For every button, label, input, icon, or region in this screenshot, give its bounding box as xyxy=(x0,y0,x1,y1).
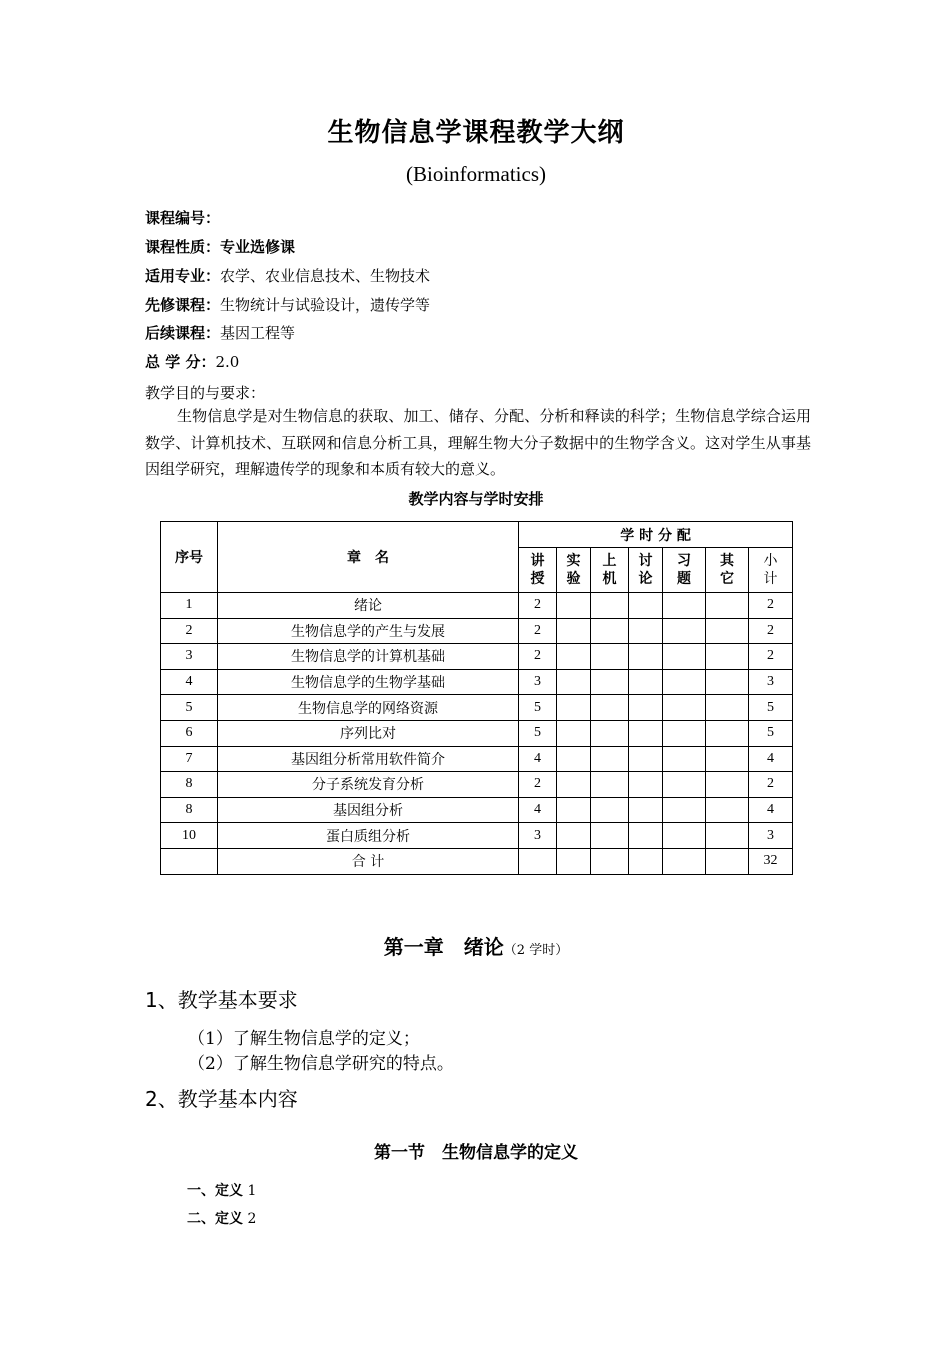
followup-line xyxy=(145,323,295,343)
requirement-item: （2）了解生物信息学研究的特点。 xyxy=(188,1054,454,1074)
row-exercise xyxy=(663,695,706,721)
definition-number: 2 xyxy=(247,1211,257,1227)
row-subtotal: 3 xyxy=(749,669,793,695)
row-exercise xyxy=(663,669,706,695)
majors-label: 适用专业： xyxy=(145,267,221,285)
row-subtotal: 3 xyxy=(749,823,793,849)
row-other xyxy=(706,720,749,746)
row-lab xyxy=(557,746,591,772)
row-lab xyxy=(557,593,591,619)
chapter-title-text: 第一章 绪论 xyxy=(383,935,504,959)
row-chapter-name: 基因组分析 xyxy=(218,797,519,823)
document-subtitle: (Bioinformatics) xyxy=(406,162,546,186)
credits-value: 2.0 xyxy=(215,353,240,371)
row-lab xyxy=(557,669,591,695)
row-chapter-name: 序列比对 xyxy=(218,720,519,746)
prerequisite-label: 先修课程： xyxy=(145,296,221,314)
row-computer xyxy=(591,695,629,721)
total-label: 合 计 xyxy=(218,848,519,874)
row-exercise xyxy=(663,746,706,772)
header-discussion: 讨 论 xyxy=(629,548,663,593)
row-discussion xyxy=(629,644,663,670)
table-row xyxy=(161,644,793,670)
row-other xyxy=(706,823,749,849)
total-empty xyxy=(519,848,557,874)
row-exercise xyxy=(663,797,706,823)
table-row xyxy=(161,593,793,619)
row-discussion xyxy=(629,746,663,772)
total-empty xyxy=(663,848,706,874)
row-lecture: 5 xyxy=(519,720,557,746)
row-no: 5 xyxy=(161,695,218,721)
row-lab xyxy=(557,720,591,746)
schedule-table-body xyxy=(161,593,793,875)
table-row xyxy=(161,772,793,798)
row-other xyxy=(706,797,749,823)
row-lab xyxy=(557,772,591,798)
purpose-paragraph: 生物信息学是对生物信息的获取、加工、储存、分配、分析和释读的科学；生物信息学综合运用数学、计算机技术、互联网和信息分析工具，理解生物大分子数据中的生物学含义。这对学生从事基因组学研究，理解遗传学的现象和本质有较大的意义。 xyxy=(145,407,811,478)
row-subtotal: 2 xyxy=(749,593,793,619)
row-lecture: 4 xyxy=(519,797,557,823)
row-chapter-name: 生物信息学的计算机基础 xyxy=(218,644,519,670)
header-lecture: 讲 授 xyxy=(519,548,557,593)
table-row xyxy=(161,669,793,695)
row-computer xyxy=(591,772,629,798)
total-no xyxy=(161,848,218,874)
header-subtotal: 小 计 xyxy=(749,548,793,593)
row-no: 8 xyxy=(161,797,218,823)
row-discussion xyxy=(629,618,663,644)
table-row xyxy=(161,695,793,721)
table-row xyxy=(161,720,793,746)
row-lecture: 2 xyxy=(519,644,557,670)
row-subtotal: 4 xyxy=(749,797,793,823)
total-empty xyxy=(706,848,749,874)
row-no: 6 xyxy=(161,720,218,746)
table-title: 教学内容与学时安排 xyxy=(408,490,544,508)
row-discussion xyxy=(629,772,663,798)
header-other: 其 它 xyxy=(706,548,749,593)
row-chapter-name: 生物信息学的产生与发展 xyxy=(218,618,519,644)
section-title: 第一节 生物信息学的定义 xyxy=(374,1143,578,1163)
definition-item xyxy=(187,1208,256,1228)
header-lab: 实 验 xyxy=(557,548,591,593)
row-chapter-name: 生物信息学的生物学基础 xyxy=(218,669,519,695)
row-no: 3 xyxy=(161,644,218,670)
followup-value: 基因工程等 xyxy=(220,324,296,342)
row-computer xyxy=(591,746,629,772)
header-hour-allocation: 学 时 分 配 xyxy=(519,522,793,548)
course-code-line xyxy=(145,208,220,228)
row-lecture: 4 xyxy=(519,746,557,772)
header-chapter-name: 章 名 xyxy=(218,522,519,593)
definition-label: 二、定义 xyxy=(187,1211,243,1227)
row-lab xyxy=(557,618,591,644)
row-other xyxy=(706,772,749,798)
table-row xyxy=(161,823,793,849)
row-discussion xyxy=(629,695,663,721)
row-lab xyxy=(557,823,591,849)
row-computer xyxy=(591,669,629,695)
row-lab xyxy=(557,797,591,823)
total-empty xyxy=(591,848,629,874)
course-nature-value: 专业选修课 xyxy=(220,238,296,256)
row-lecture: 3 xyxy=(519,669,557,695)
total-value: 32 xyxy=(749,848,793,874)
row-no: 1 xyxy=(161,593,218,619)
row-subtotal: 2 xyxy=(749,772,793,798)
row-computer xyxy=(591,823,629,849)
row-lecture: 2 xyxy=(519,618,557,644)
row-lab xyxy=(557,644,591,670)
table-row xyxy=(161,797,793,823)
row-exercise xyxy=(663,593,706,619)
row-other xyxy=(706,618,749,644)
row-no: 2 xyxy=(161,618,218,644)
row-other xyxy=(706,669,749,695)
definition-number: 1 xyxy=(247,1183,257,1199)
row-discussion xyxy=(629,823,663,849)
row-chapter-name: 蛋白质组分析 xyxy=(218,823,519,849)
course-nature-label: 课程性质： xyxy=(145,238,221,256)
row-chapter-name: 基因组分析常用软件简介 xyxy=(218,746,519,772)
row-discussion xyxy=(629,669,663,695)
row-computer xyxy=(591,593,629,619)
row-discussion xyxy=(629,797,663,823)
row-no: 4 xyxy=(161,669,218,695)
credits-line xyxy=(145,352,239,372)
row-other xyxy=(706,593,749,619)
definition-label: 一、定义 xyxy=(187,1183,243,1199)
row-exercise xyxy=(663,823,706,849)
row-no: 8 xyxy=(161,772,218,798)
total-empty xyxy=(557,848,591,874)
requirement-item: （1）了解生物信息学的定义； xyxy=(188,1029,420,1049)
row-computer xyxy=(591,644,629,670)
row-lecture: 5 xyxy=(519,695,557,721)
row-chapter-name: 分子系统发育分析 xyxy=(218,772,519,798)
row-lab xyxy=(557,695,591,721)
row-discussion xyxy=(629,720,663,746)
row-subtotal: 5 xyxy=(749,695,793,721)
followup-label: 后续课程： xyxy=(145,324,221,342)
row-no: 7 xyxy=(161,746,218,772)
row-computer xyxy=(591,720,629,746)
course-code-label: 课程编号： xyxy=(145,209,221,227)
row-subtotal: 2 xyxy=(749,644,793,670)
row-exercise xyxy=(663,720,706,746)
row-subtotal: 2 xyxy=(749,618,793,644)
table-row xyxy=(161,618,793,644)
row-exercise xyxy=(663,618,706,644)
row-discussion xyxy=(629,593,663,619)
row-computer xyxy=(591,797,629,823)
row-other xyxy=(706,746,749,772)
credits-label: 总 学 分： xyxy=(145,353,216,371)
row-lecture: 3 xyxy=(519,823,557,849)
row-exercise xyxy=(663,772,706,798)
purpose-label: 教学目的与要求： xyxy=(145,384,266,402)
row-chapter-name: 生物信息学的网络资源 xyxy=(218,695,519,721)
row-subtotal: 4 xyxy=(749,746,793,772)
requirements-heading: 1、教学基本要求 xyxy=(145,988,298,1012)
schedule-table xyxy=(160,521,793,875)
chapter-title xyxy=(0,931,952,960)
table-row xyxy=(161,746,793,772)
row-lecture: 2 xyxy=(519,593,557,619)
chapter-hours: （2 学时） xyxy=(503,943,569,958)
definition-item xyxy=(187,1180,256,1200)
header-no: 序号 xyxy=(161,522,218,593)
row-chapter-name: 绪论 xyxy=(218,593,519,619)
header-computer: 上 机 xyxy=(591,548,629,593)
majors-line xyxy=(145,266,430,286)
row-no: 10 xyxy=(161,823,218,849)
prerequisite-line xyxy=(145,295,430,315)
header-exercise: 习 题 xyxy=(663,548,706,593)
majors-value: 农学、农业信息技术、生物技术 xyxy=(220,267,431,285)
row-other xyxy=(706,644,749,670)
row-computer xyxy=(591,618,629,644)
table-total-row xyxy=(161,848,793,874)
course-nature-line xyxy=(145,237,295,257)
total-empty xyxy=(629,848,663,874)
document-title: 生物信息学课程教学大纲 xyxy=(327,118,625,148)
prerequisite-value: 生物统计与试验设计，遗传学等 xyxy=(220,296,431,314)
row-exercise xyxy=(663,644,706,670)
row-other xyxy=(706,695,749,721)
content-heading: 2、教学基本内容 xyxy=(145,1087,298,1111)
row-subtotal: 5 xyxy=(749,720,793,746)
row-lecture: 2 xyxy=(519,772,557,798)
